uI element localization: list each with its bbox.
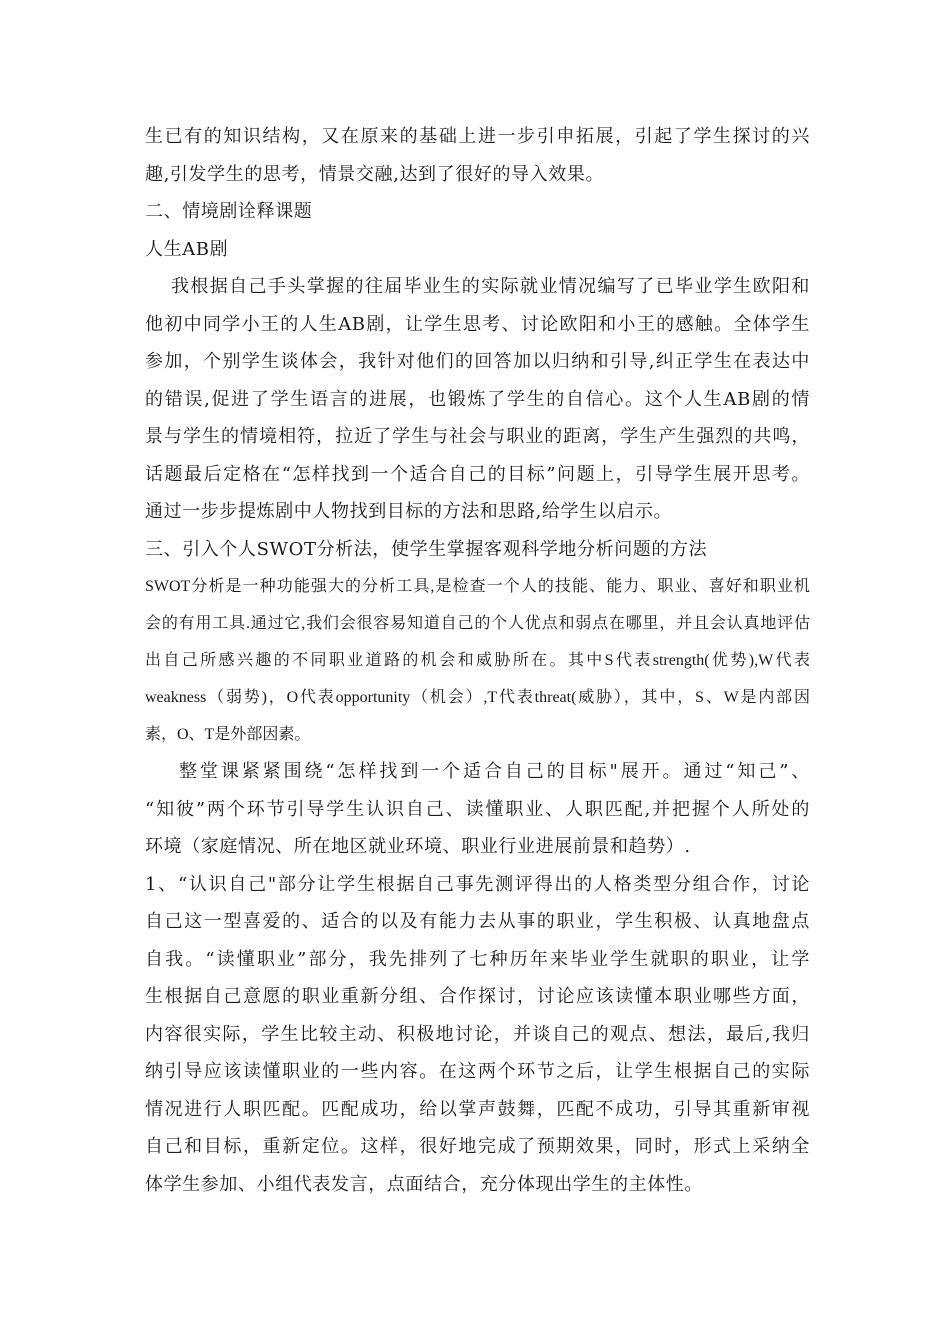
subsection-heading: 人生AB剧 (145, 238, 229, 260)
paragraph-line: 生根据自己意愿的职业重新分组、合作探讨，讨论应该读懂本职业哪些方面， (145, 986, 810, 1007)
swot-line: 会的有用工具.通过它,我们会很容易知道自己的个人优点和弱点在哪里，并且会认真地评估 (145, 615, 810, 632)
swot-line: SWOT分析是一种功能强大的分析工具,是检查一个人的技能、能力、职业、喜好和职业机 (145, 578, 810, 595)
paragraph-line: 内容很实际，学生比较主动、积极地讨论，并谈自己的观点、想法，最后,我归 (145, 1023, 810, 1045)
swot-line: weakness（弱势)，O代表opportunity（机会）,T代表threat(威胁），其中，S、W是内部因 (145, 689, 810, 706)
paragraph-line: 体学生参加、小组代表发言，点面结合，充分体现出学生的主体性。 (145, 1173, 703, 1195)
paragraph-line: 话题最后定格在“怎样找到一个适合自己的目标”问题上，引导学生展开思考。 (145, 463, 810, 485)
paragraph-line: 生已有的知识结构，又在原来的基础上进一步引申拓展，引起了学生探讨的兴 (145, 126, 810, 147)
section-heading: 二、情境剧诠释课题 (145, 201, 313, 222)
paragraph-line: 我根据自己手头掌握的往届毕业生的实际就业情况编写了已毕业学生欧阳和 (171, 276, 810, 297)
paragraph-line: 他初中同学小王的人生AB剧，让学生思考、讨论欧阳和小王的感触。全体学生 (145, 313, 810, 335)
paragraph-line: 自己这一型喜爱的、适合的以及有能力去从事的职业，学生积极、认真地盘点 (145, 911, 810, 932)
paragraph-line: 自我。“读懂职业”部分，我先排列了七种历年来毕业学生就职的职业，让学 (145, 948, 810, 970)
paragraph-line: 环境（家庭情况、所在地区就业环境、职业行业进展前景和趋势）. (145, 836, 691, 857)
paragraph-line: 自己和目标，重新定位。这样，很好地完成了预期效果，同时，形式上采纳全 (145, 1136, 810, 1157)
paragraph-line: 1、“认识自己"部分让学生根据自己事先测评得出的人格类型分组合作，讨论 (145, 873, 810, 895)
section-heading: 三、引入个人SWOT分析法，使学生掌握客观科学地分析问题的方法 (145, 538, 708, 560)
swot-line: 出自己所感兴趣的不同职业道路的机会和威胁所在。其中S代表strength(优势),W代表 (145, 652, 810, 669)
paragraph-line: 纳引导应该读懂职业的一些内容。在这两个环节之后，让学生根据自己的实际 (145, 1061, 810, 1082)
document-body (145, 118, 810, 1203)
paragraph-line: 的错误,促进了学生语言的进展，也锻炼了学生的自信心。这个人生AB剧的情 (145, 388, 810, 410)
paragraph-line: 情况进行人职匹配。匹配成功，给以掌声鼓舞，匹配不成功，引导其重新审视 (145, 1098, 810, 1120)
paragraph-line: 整堂课紧紧围绕“怎样找到一个适合自己的目标"展开。通过“知己”、 (179, 761, 810, 782)
paragraph-line: “知彼”两个环节引导学生认识自己、读懂职业、人职匹配,并把握个人所处的 (145, 798, 810, 820)
paragraph-line: 趣,引发学生的思考，情景交融,达到了很好的导入效果。 (145, 163, 605, 185)
paragraph-line: 参加，个别学生谈体会，我针对他们的回答加以归纳和引导,纠正学生在表达中 (145, 351, 810, 372)
paragraph-line: 通过一步步提炼剧中人物找到目标的方法和思路,给学生以启示。 (145, 501, 673, 522)
swot-line: 素，O、T是外部因素。 (145, 726, 311, 743)
paragraph-line: 景与学生的情境相符，拉近了学生与社会与职业的距离，学生产生强烈的共鸣， (145, 426, 810, 447)
